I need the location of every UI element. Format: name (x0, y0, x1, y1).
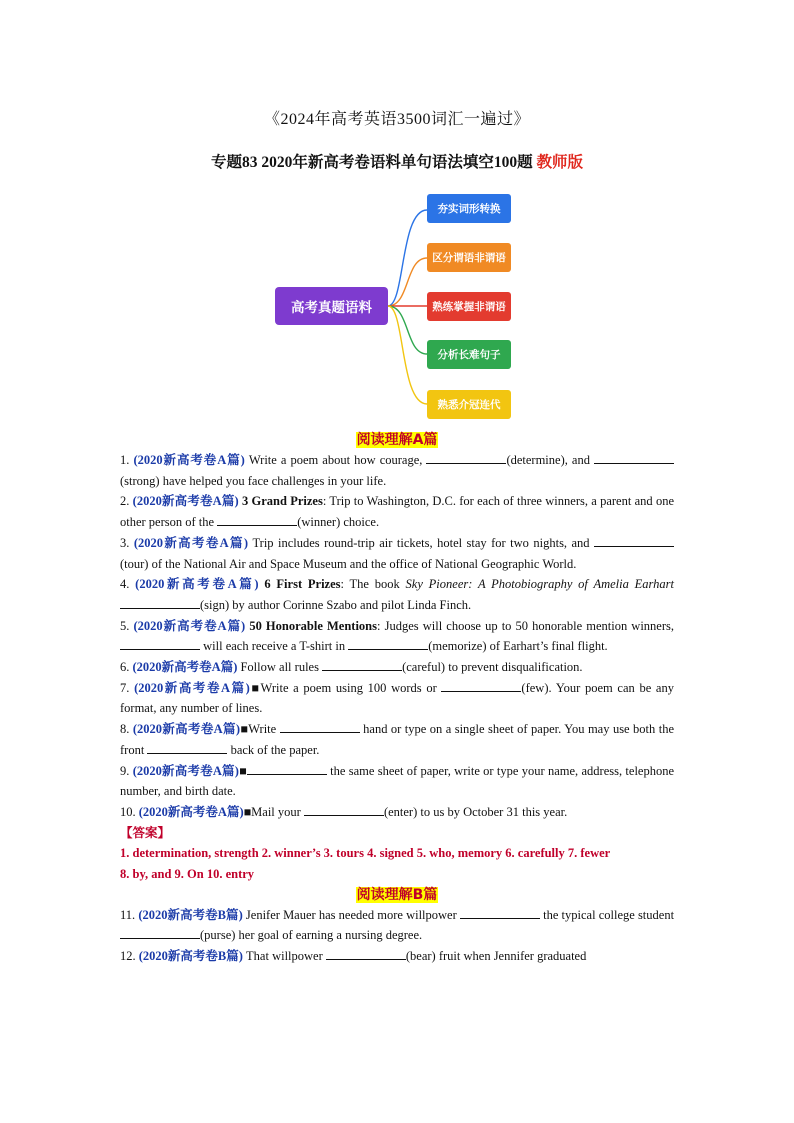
question-3 (120, 533, 674, 574)
question-content (120, 430, 674, 967)
question-text: (bear) fruit when Jennifer graduated (405, 949, 587, 964)
answer-blank (322, 657, 402, 671)
question-text: the same sheet of paper, write or type your name, address, telephone number, and birth date. (120, 763, 675, 799)
question-text: 7. (120, 680, 130, 695)
answer-blank (426, 450, 506, 464)
question-text: Follow all rules (240, 660, 319, 675)
question-text: (2020新高考卷A篇) (133, 618, 246, 633)
question-text: (memorize) of Earhart’s final flight. (428, 639, 608, 654)
question-text: (2020新高考卷A篇) (132, 763, 239, 778)
question-text: : Trip to Washington, D.C. for each of three winners, a parent and one other person of the (120, 494, 675, 530)
answer-blank (280, 719, 360, 733)
question-text: 1. (120, 453, 130, 467)
question-text: will each receive a T-shirt in (203, 639, 346, 654)
answer-blank (594, 450, 674, 464)
question-text: Trip includes round-trip air tickets, hotel stay for two nights, and (252, 535, 590, 550)
connector-5 (388, 306, 427, 404)
question-1 (120, 450, 674, 491)
question-text: 6. (120, 660, 130, 675)
question-text: : The book (340, 577, 400, 592)
connector-1 (388, 210, 427, 306)
question-10 (120, 802, 674, 823)
question-text: 5. (120, 618, 130, 633)
question-text: (2020新高考卷A篇) (133, 535, 248, 550)
question-text: Jenifer Mauer has needed more willpower (245, 907, 457, 922)
answer-blank (304, 802, 384, 816)
answer-blank (217, 512, 297, 526)
answer-blank (247, 761, 327, 775)
answer-blank (594, 533, 674, 547)
question-text: (2020新高考卷A篇) (138, 804, 244, 819)
question-text: 50 Honorable Mentions (249, 618, 377, 633)
answer-blank (326, 946, 406, 960)
question-text: (2020新高考卷A篇) (135, 577, 259, 592)
question-12 (120, 946, 674, 967)
question-text: 12. (120, 949, 136, 964)
question-text: (2020新高考卷A篇) (133, 453, 245, 467)
question-text: That willpower (246, 949, 323, 964)
question-11 (120, 905, 674, 946)
question-text: Sky Pioneer: A Photobiography of Amelia Earhart (405, 577, 675, 592)
answer-line-2: 8. by, and 9. On 10. entry (120, 867, 255, 882)
question-5 (120, 616, 674, 657)
question-text: 6 First Prizes (264, 577, 341, 592)
mindmap-node-4: 分析长难句子 (427, 340, 511, 369)
question-text: 9. (120, 763, 130, 778)
document-title: 《2024年高考英语3500词汇一遍过》 (263, 111, 530, 128)
question-text: ■Write a poem using 100 words or (249, 680, 437, 695)
answer-label: 【答案】 (120, 824, 171, 840)
question-text: : Judges will choose up to 50 honorable mention winners, (377, 618, 674, 633)
connector-4 (388, 306, 427, 354)
question-text: 2. (120, 494, 130, 509)
question-text: (2020新高考卷B篇) (138, 949, 243, 964)
question-text: 3. (120, 535, 130, 550)
question-text: 阅读理解B篇 (356, 886, 438, 903)
question-text: back of the paper. (230, 742, 320, 757)
edition-label: 教师版 (536, 154, 584, 171)
question-text: (determine), and (506, 453, 590, 467)
question-7 (120, 678, 674, 719)
question-text: ■Mail your (243, 804, 301, 819)
document-subtitle (0, 150, 794, 172)
answer-blank (120, 636, 200, 650)
question-text: (careful) to prevent disqualification. (402, 660, 583, 675)
question-8 (120, 719, 674, 760)
section-a-heading (120, 430, 674, 450)
question-6 (120, 657, 674, 678)
subtitle-text: 专题83 2020年新高考卷语料单句语法填空100题 (210, 154, 533, 171)
question-text: (few). Your poem can be any format, any number of lines. (120, 680, 674, 716)
mindmap-node-5: 熟悉介冠连代 (427, 390, 511, 419)
question-text: (2020新高考卷A篇) (134, 680, 250, 695)
question-text: Write a poem about how courage, (248, 453, 423, 467)
section-b-heading (120, 885, 674, 905)
question-text: 3 Grand Prizes (241, 494, 323, 509)
question-text: the typical college student (543, 907, 675, 922)
answer-blank (120, 595, 200, 609)
connector-2 (388, 258, 427, 306)
question-4 (120, 574, 674, 615)
answer-blank (460, 905, 540, 919)
answer-blank (348, 636, 428, 650)
question-text: 阅读理解A篇 (356, 432, 438, 448)
question-text: (purse) her goal of earning a nursing degree. (200, 928, 423, 943)
answer-line-1: 1. determination, strength 2. winner’s 3. tours 4. signed 5. who, memory 6. carefully 7. fewer (120, 846, 611, 861)
answer-blank (120, 925, 200, 939)
answer-blank (441, 678, 521, 692)
question-text: (enter) to us by October 31 this year. (383, 804, 568, 819)
mindmap-node-1: 夯实词形转换 (427, 194, 511, 223)
question-text: (2020新高考卷A篇) (132, 660, 238, 675)
question-text: (strong) have helped you face challenges in your life. (120, 473, 387, 488)
question-text: (tour) of the National Air and Space Museum and the office of National Geographic World. (120, 556, 577, 571)
question-text: (sign) by author Corinne Szabo and pilot Linda Finch. (200, 597, 472, 612)
mindmap-center: 高考真题语料 (275, 287, 388, 325)
question-text: (2020新高考卷B篇) (138, 907, 243, 922)
question-text: (2020新高考卷A篇) (132, 722, 241, 737)
mindmap-diagram (260, 190, 530, 425)
mindmap-node-2: 区分谓语非谓语 (427, 243, 511, 272)
question-text: hand or type on a single sheet of paper. You may use both the front (120, 722, 675, 757)
question-text: ■ (238, 763, 247, 778)
answer-blank (147, 740, 227, 754)
question-2 (120, 491, 674, 532)
mindmap-node-3: 熟练掌握非谓语 (427, 292, 511, 321)
question-text: 11. (120, 907, 136, 922)
question-text: (2020新高考卷A篇) (132, 494, 239, 509)
question-9 (120, 761, 674, 802)
question-text: (winner) choice. (297, 515, 380, 530)
question-text: 10. (120, 804, 136, 819)
question-text: 8. (120, 722, 130, 737)
question-text: 4. (120, 577, 130, 592)
question-text: ■Write (240, 722, 277, 737)
